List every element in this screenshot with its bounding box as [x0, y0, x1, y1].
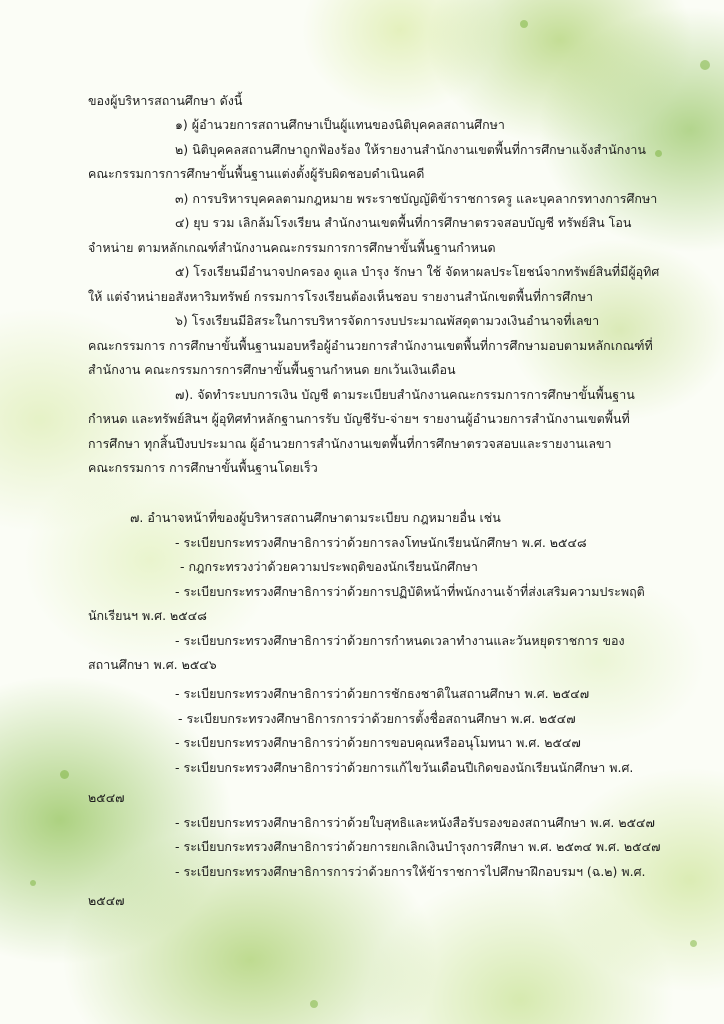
list-item: - ระเบียบกระทรวงศึกษาธิการว่าด้วยการขอบคุณหรืออนุโมทนา พ.ศ. ๒๕๔๗ — [175, 735, 581, 750]
list-item: - ระเบียบกระทรวงศึกษาธิการว่าด้วยการแก้ไขวันเดือนปีเกิดของนักเรียนนักศึกษา พ.ศ. — [175, 760, 634, 775]
paragraph-line: ๒๕๔๗ — [88, 790, 125, 805]
list-item: - ระเบียบกระทรวงศึกษาธิการว่าด้วยการปฏิบัติหน้าที่พนักงานเจ้าที่ส่งเสริมความประพฤติ — [175, 584, 645, 599]
list-item: ๗). จัดทำระบบการเงิน บัญชี ตามระเบียบสำนักงานคณะกรรมการการศึกษาขั้นพื้นฐาน — [175, 387, 635, 402]
paragraph-line: ให้ แต่จำหน่ายอสังหาริมทรัพย์ กรรมการโรงเรียนต้องเห็นชอบ รายงานสำนักเขตพื้นที่การศึกษา — [88, 289, 594, 304]
section-heading: ๗. อำนาจหน้าที่ของผู้บริหารสถานศึกษาตามระเบียบ กฎหมายอื่น เช่น — [130, 510, 501, 525]
list-item: - ระเบียบกระทรวงศึกษาธิการว่าด้วยการยกเลิกเงินบำรุงการศึกษา พ.ศ. ๒๕๓๔ พ.ศ. ๒๕๔๗ — [175, 839, 661, 854]
paragraph-line: การศึกษา ทุกสิ้นปีงบประมาณ ผู้อำนวยการสำนักงานเขตพื้นที่การศึกษาตรวจสอบและรายงานเลขา — [88, 436, 612, 451]
paragraph-line: สถานศึกษา พ.ศ. ๒๕๔๖ — [88, 657, 217, 672]
paragraph-line: ๒๕๔๗ — [88, 893, 125, 908]
list-item: - ระเบียบกระทรวงศึกษาธิการการว่าด้วยการให้ข้าราชการไปศึกษาฝึกอบรมฯ (ฉ.๒) พ.ศ. — [175, 864, 646, 879]
paragraph-line: คณะกรรมการ การศึกษาขั้นพื้นฐานมอบหรือผู้อำนวยการสำนักงานเขตพื้นที่การศึกษามอบตามหลักเกณฑ์ที่ — [88, 338, 653, 353]
list-item: ๖) โรงเรียนมีอิสระในการบริหารจัดการงบประมาณพัสดุตามวงเงินอำนาจที่เลขา — [175, 313, 600, 328]
list-item: - ระเบียบกระทรวงศึกษาธิการว่าด้วยการกำหนดเวลาทำงานและวันหยุดราชการ ของ — [175, 633, 625, 648]
paragraph-line: สำนักงาน คณะกรรมการการศึกษาขั้นพื้นฐานกำหนด ยกเว้นเงินเดือน — [88, 362, 456, 377]
paragraph-line: กำหนด และทรัพย์สินฯ ผู้อุทิศทำหลักฐานการรับ บัญชีรับ-จ่ายฯ รายงานผู้อำนวยการสำนักงานเขตพื้นที่ — [88, 411, 630, 426]
list-item: - กฎกระทรวงว่าด้วยความประพฤติของนักเรียนนักศึกษา — [180, 559, 478, 574]
list-item: - ระเบียบกระทรวงศึกษาธิการว่าด้วยการชักธงชาติในสถานศึกษา พ.ศ. ๒๕๔๗ — [175, 686, 590, 701]
list-item: ๑) ผู้อำนวยการสถานศึกษาเป็นผู้แทนของนิติบุคคลสถานศึกษา — [175, 117, 505, 132]
paragraph-line: ของผู้บริหารสถานศึกษา ดังนี้ — [88, 93, 243, 108]
paragraph-line: จำหน่าย ตามหลักเกณฑ์สำนักงานคณะกรรมการการศึกษาขั้นพื้นฐานกำหนด — [88, 240, 496, 255]
list-item: - ระเบียบกระทรวงศึกษาธิการการว่าด้วยการตั้งชื่อสถานศึกษา พ.ศ. ๒๕๔๗ — [178, 711, 576, 726]
paragraph-line: นักเรียนฯ พ.ศ. ๒๕๔๘ — [88, 608, 207, 623]
paragraph-line: คณะกรรมการการศึกษาขั้นพื้นฐานแต่งตั้งผู้รับผิดชอบดำเนินคดี — [88, 166, 425, 181]
list-item: ๕) โรงเรียนมีอำนาจปกครอง ดูแล บำรุง รักษา ใช้ จัดหาผลประโยชน์จากทรัพย์สินที่มีผู้อุทิศ — [175, 264, 660, 279]
list-item: ๒) นิติบุคคลสถานศึกษาถูกฟ้องร้อง ให้รายงานสำนักงานเขตพื้นที่การศึกษาแจ้งสำนักงาน — [175, 142, 646, 157]
list-item: - ระเบียบกระทรวงศึกษาธิการว่าด้วยการลงโทษนักเรียนนักศึกษา พ.ศ. ๒๕๔๘ — [175, 535, 587, 550]
list-item: ๓) การบริหารบุคคลตามกฎหมาย พระราชบัญญัติข้าราชการครู และบุคลากรทางการศึกษา — [175, 191, 658, 206]
paragraph-line: คณะกรรมการ การศึกษาขั้นพื้นฐานโดยเร็ว — [88, 460, 318, 475]
list-item: - ระเบียบกระทรวงศึกษาธิการว่าด้วยใบสุทธิและหนังสือรับรองของสถานศึกษา พ.ศ. ๒๕๔๗ — [175, 815, 655, 830]
list-item: ๔) ยุบ รวม เลิกล้มโรงเรียน สำนักงานเขตพื้นที่การศึกษาตรวจสอบบัญชี ทรัพย์สิน โอน — [175, 215, 632, 230]
